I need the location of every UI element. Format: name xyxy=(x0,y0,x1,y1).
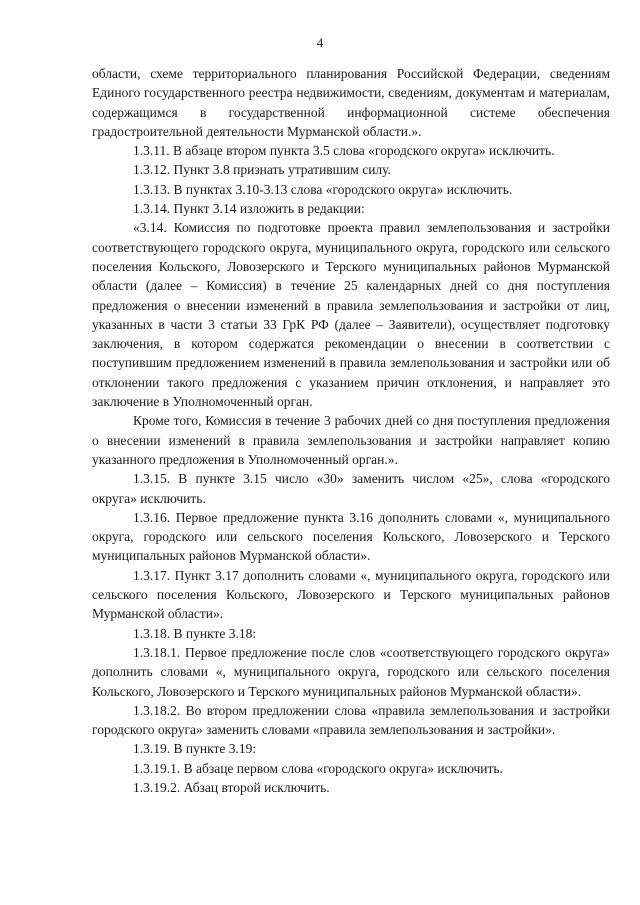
paragraph: 1.3.15. В пункте 3.15 число «30» заменить числом «25», слова «городского округа» исключить. xyxy=(92,471,610,506)
paragraph: 1.3.14. Пункт 3.14 изложить в редакции: xyxy=(133,201,365,217)
paragraph: 1.3.17. Пункт 3.17 дополнить словами «, муниципального округа, городского или сельского поселения Кольского, Ловозерского и Терского муниципальных районов Мурманской области». xyxy=(92,567,610,622)
paragraph: 1.3.13. В пунктах 3.10-3.13 слова «городского округа» исключить. xyxy=(133,181,513,197)
paragraph: 1.3.18. В пункте 3.18: xyxy=(133,625,257,641)
page-number: 4 xyxy=(316,35,324,50)
paragraph: 1.3.19.1. В абзаце первом слова «городского округа» исключить. xyxy=(133,760,503,776)
paragraph: Кроме того, Комиссия в течение 3 рабочих дней со дня поступления предложения о внесении изменений в правила землепользования и застройки направляет копию указанного предложения в Уполномоченный орган.». xyxy=(92,413,610,467)
paragraph: 1.3.18.1. Первое предложение после слов «соответствующего городского округа» дополнить словами «, муниципального округа, городского или сельского поселения Кольского, Ловозерского и Терского муниципальных районов Мурманской области». xyxy=(92,644,610,699)
paragraph: 1.3.11. В абзаце втором пункта 3.5 слова «городского округа» исключить. xyxy=(133,143,555,159)
paragraph: 1.3.19. В пункте 3.19: xyxy=(133,741,257,757)
paragraph: 1.3.19.2. Абзац второй исключить. xyxy=(133,779,330,795)
paragraph: области, схеме территориального планирования Российской Федерации, сведениям Единого государственного реестра недвижимости, сведениям, документам и материалам, содержащимся в государственной информационной системе обеспечения градостроительной деятельности Мурманской области.». xyxy=(92,66,610,139)
paragraph: 1.3.12. Пункт 3.8 признать утратившим силу. xyxy=(133,162,391,178)
paragraph: «3.14. Комиссия по подготовке проекта правил землепользования и застройки соответствующего городского округа, муниципального округа, городского или сельского поселения Кольского, Ловозерского и Терского муниципальных районов Мурманской области (далее – Комиссия) в течение 25 календарных дней со дня поступления предложения о внесении изменений в правила землепользования и застройки от лиц, указанных в части 3 статьи 33 ГрК РФ (далее – Заявители), осуществляет подготовку заключения, в котором содержатся рекомендации о внесении в соответствии с поступившим предложением изменений в правила землепользования и застройки или об отклонении такого предложения с указанием причин отклонения, и направляет это заключение в Уполномоченный орган. xyxy=(92,220,610,410)
paragraph: 1.3.16. Первое предложение пункта 3.16 дополнить словами «, муниципального округа, городского или сельского поселения Кольского, Ловозерского и Терского муниципальных районов Мурманской области». xyxy=(92,509,610,564)
body-text xyxy=(92,64,610,797)
paragraph: 1.3.18.2. Во втором предложении слова «правила землепользования и застройки городского округа» заменить словами «правила землепользования и застройки». xyxy=(92,702,610,738)
